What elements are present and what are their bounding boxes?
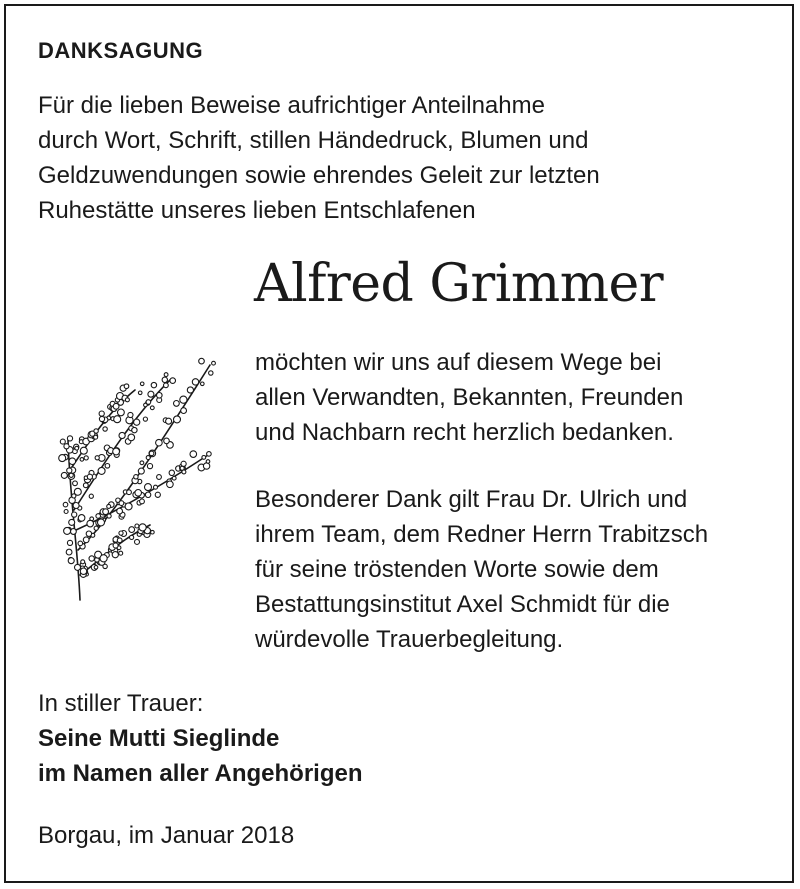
- blossom: [187, 387, 193, 393]
- blossom: [147, 464, 152, 469]
- blossom: [146, 400, 151, 405]
- blossom: [113, 448, 120, 455]
- blossom: [130, 535, 134, 539]
- blossom: [81, 560, 85, 564]
- blossom: [94, 526, 98, 530]
- intro-text: [38, 88, 758, 228]
- signatory-line: Seine Mutti Sieglinde: [38, 725, 280, 752]
- blossom: [199, 358, 205, 364]
- blossom: [151, 382, 156, 387]
- blossom: [103, 509, 109, 515]
- blossom: [68, 558, 74, 564]
- blossom: [99, 416, 104, 421]
- deceased-name: Alfred Grimmer: [254, 254, 664, 314]
- blossom: [207, 452, 212, 457]
- blossom: [155, 492, 160, 497]
- blossom: [127, 490, 132, 495]
- blossom: [129, 527, 135, 533]
- blossom: [60, 439, 65, 444]
- blossom: [128, 412, 133, 417]
- blossom: [75, 446, 79, 450]
- blossom: [206, 460, 210, 464]
- blossom: [143, 417, 147, 421]
- blossom: [132, 427, 137, 432]
- blossom: [67, 540, 72, 545]
- closing-block: [38, 686, 363, 791]
- thanks-line: allen Verwandten, Bekannten, Freunden: [255, 384, 684, 411]
- blossom: [209, 371, 213, 375]
- blossom: [83, 483, 88, 488]
- special-thanks-line: für seine tröstenden Worte sowie dem: [255, 556, 659, 583]
- blossom: [124, 384, 129, 389]
- blossom: [201, 382, 205, 386]
- blossom: [84, 456, 88, 460]
- blossom: [166, 418, 172, 424]
- blossom: [135, 490, 142, 497]
- blossom: [71, 529, 77, 535]
- blossom: [69, 519, 75, 525]
- blossom: [89, 556, 94, 561]
- blossom: [149, 451, 154, 456]
- blossom: [114, 416, 121, 423]
- blossom: [113, 403, 119, 409]
- blossom: [180, 396, 187, 403]
- blossom: [125, 398, 129, 402]
- blossom: [72, 494, 76, 498]
- blossom: [87, 520, 94, 527]
- blossom: [140, 499, 145, 504]
- blossom: [134, 475, 138, 479]
- blossom: [164, 383, 169, 388]
- blossom: [150, 406, 154, 410]
- blossom: [63, 502, 68, 507]
- special-thanks-paragraph: [255, 482, 708, 657]
- blossom: [140, 461, 144, 465]
- blossom: [174, 401, 180, 407]
- blossom: [154, 485, 158, 489]
- notice-heading: DANKSAGUNG: [38, 38, 204, 63]
- blossom: [107, 504, 111, 508]
- blossom: [94, 429, 98, 433]
- blossom: [119, 551, 123, 555]
- blossom: [192, 379, 198, 385]
- blossom: [148, 391, 154, 397]
- blossom: [162, 377, 167, 382]
- blossom: [113, 543, 118, 548]
- special-thanks-line: würdevolle Trauerbegleitung.: [255, 626, 564, 653]
- thanks-paragraph: [255, 345, 683, 450]
- blossom: [64, 527, 71, 534]
- blossom: [117, 538, 122, 543]
- blossom: [174, 416, 181, 423]
- thanks-line: möchten wir uns auf diesem Wege bei: [255, 349, 662, 376]
- blossom: [202, 456, 206, 460]
- blossom: [94, 435, 98, 439]
- blossom: [61, 472, 67, 478]
- blossom: [164, 438, 170, 444]
- blossom: [73, 481, 78, 486]
- intro-line: durch Wort, Schrift, stillen Händedruck, Blumen und: [38, 127, 589, 154]
- signatory-line: im Namen aller Angehörigen: [38, 760, 363, 787]
- blossom: [138, 468, 144, 474]
- blossom: [103, 427, 107, 431]
- blossom: [157, 393, 163, 399]
- blossom: [98, 519, 105, 526]
- blossom: [99, 411, 104, 416]
- blossom: [212, 361, 216, 365]
- blossom: [156, 439, 163, 446]
- flowering-branch-illustration: [40, 350, 240, 610]
- blossom: [78, 515, 85, 522]
- blossom: [72, 512, 77, 517]
- blossom: [67, 468, 72, 473]
- blossom: [80, 447, 87, 454]
- blossom: [167, 481, 174, 488]
- blossom: [80, 458, 84, 462]
- blossom: [134, 419, 140, 425]
- blossom: [135, 524, 139, 528]
- blossom: [119, 501, 124, 506]
- blossom: [190, 451, 197, 458]
- blossom: [119, 432, 125, 438]
- blossom: [69, 458, 76, 465]
- special-thanks-line: Besonderer Dank gilt Frau Dr. Ulrich und: [255, 486, 688, 513]
- blossom: [157, 475, 162, 480]
- blossom: [64, 510, 68, 514]
- blossom: [118, 409, 125, 416]
- blossom: [128, 434, 135, 441]
- blossom: [105, 464, 110, 469]
- blossom: [75, 564, 81, 570]
- blossom: [89, 494, 93, 498]
- blossom: [94, 566, 98, 570]
- blossom: [146, 456, 150, 460]
- intro-line: Ruhestätte unseres lieben Entschlafenen: [38, 197, 476, 224]
- blossom: [100, 555, 107, 562]
- intro-line: Geldzuwendungen sowie ehrendes Geleit zur letzten: [38, 162, 600, 189]
- blossom: [172, 476, 176, 480]
- blossom: [139, 524, 146, 531]
- blossom: [98, 467, 105, 474]
- blossom: [83, 537, 89, 543]
- blossom: [73, 503, 79, 509]
- mourning-label: In stiller Trauer:: [38, 690, 204, 717]
- special-thanks-line: Bestattungsinstitut Axel Schmidt für die: [255, 591, 670, 618]
- blossom: [67, 436, 72, 441]
- blossom: [170, 378, 176, 384]
- blossom: [96, 514, 101, 519]
- blossom: [64, 444, 69, 449]
- blossom: [87, 474, 92, 479]
- blossom: [107, 514, 111, 518]
- blossom: [119, 531, 123, 535]
- place-date: Borgau, im Januar 2018: [38, 822, 295, 849]
- blossom: [78, 541, 83, 546]
- blossom: [140, 382, 144, 386]
- blossom: [151, 530, 155, 534]
- thanks-line: und Nachbarn recht herzlich bedanken.: [255, 419, 674, 446]
- intro-line: Für die lieben Beweise aufrichtiger Anteilnahme: [38, 92, 545, 119]
- blossom: [66, 549, 72, 555]
- blossom: [80, 568, 86, 574]
- blossom: [164, 373, 168, 377]
- special-thanks-line: ihrem Team, dem Redner Herrn Trabitzsch: [255, 521, 709, 548]
- blossom: [169, 470, 174, 475]
- blossom: [117, 508, 123, 514]
- blossom: [125, 503, 132, 510]
- blossom: [203, 463, 209, 469]
- blossom: [181, 461, 186, 466]
- blossom: [181, 408, 187, 414]
- blossom: [135, 539, 140, 544]
- blossom: [138, 391, 142, 395]
- blossom: [145, 492, 150, 497]
- blossom: [95, 456, 99, 460]
- blossom: [103, 564, 107, 568]
- blossom: [112, 552, 118, 558]
- blossom: [59, 455, 66, 462]
- blossom: [86, 531, 91, 536]
- blossom: [145, 484, 152, 491]
